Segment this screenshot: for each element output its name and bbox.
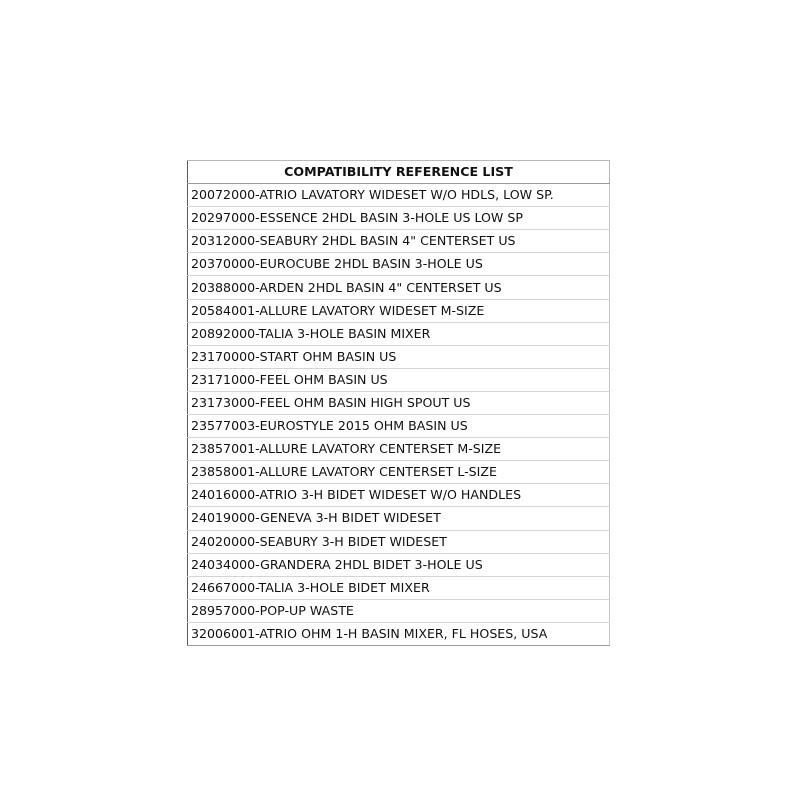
table-row — [188, 553, 610, 576]
table-row — [188, 230, 610, 253]
table-cell: 24034000-GRANDERA 2HDL BIDET 3-HOLE US — [188, 553, 610, 576]
table-row — [188, 391, 610, 414]
table-row — [188, 530, 610, 553]
table-row — [188, 622, 610, 645]
table-row — [188, 299, 610, 322]
table-cell: 20892000-TALIA 3-HOLE BASIN MIXER — [188, 322, 610, 345]
compatibility-reference-table — [187, 160, 610, 646]
table-cell: 23858001-ALLURE LAVATORY CENTERSET L-SIZE — [188, 461, 610, 484]
table-row — [188, 438, 610, 461]
table-row — [188, 415, 610, 438]
table-row — [188, 207, 610, 230]
table-cell: 20388000-ARDEN 2HDL BASIN 4" CENTERSET US — [188, 276, 610, 299]
table-cell: 24020000-SEABURY 3-H BIDET WIDESET — [188, 530, 610, 553]
table-header: COMPATIBILITY REFERENCE LIST — [188, 161, 610, 184]
table-row — [188, 345, 610, 368]
table-cell: 24667000-TALIA 3-HOLE BIDET MIXER — [188, 576, 610, 599]
table-row — [188, 184, 610, 207]
table-cell: 20072000-ATRIO LAVATORY WIDESET W/O HDLS, LOW SP. — [188, 184, 610, 207]
table-cell: 32006001-ATRIO OHM 1-H BASIN MIXER, FL HOSES, USA — [188, 622, 610, 645]
table-cell: 20370000-EUROCUBE 2HDL BASIN 3-HOLE US — [188, 253, 610, 276]
table-row — [188, 322, 610, 345]
table-cell: 23170000-START OHM BASIN US — [188, 345, 610, 368]
header-row — [188, 161, 610, 184]
table-cell: 20584001-ALLURE LAVATORY WIDESET M-SIZE — [188, 299, 610, 322]
table-cell: 23173000-FEEL OHM BASIN HIGH SPOUT US — [188, 391, 610, 414]
table-cell: 24019000-GENEVA 3-H BIDET WIDESET — [188, 507, 610, 530]
table-cell: 20312000-SEABURY 2HDL BASIN 4" CENTERSET US — [188, 230, 610, 253]
table-row — [188, 507, 610, 530]
table-cell: 23577003-EUROSTYLE 2015 OHM BASIN US — [188, 415, 610, 438]
table-cell: 28957000-POP-UP WASTE — [188, 599, 610, 622]
table-cell: 20297000-ESSENCE 2HDL BASIN 3-HOLE US LOW SP — [188, 207, 610, 230]
table-row — [188, 484, 610, 507]
table-row — [188, 599, 610, 622]
table-cell: 23171000-FEEL OHM BASIN US — [188, 368, 610, 391]
table-row — [188, 253, 610, 276]
table-cell: 24016000-ATRIO 3-H BIDET WIDESET W/O HANDLES — [188, 484, 610, 507]
table-cell: 23857001-ALLURE LAVATORY CENTERSET M-SIZE — [188, 438, 610, 461]
table-row — [188, 276, 610, 299]
table-row — [188, 461, 610, 484]
table-row — [188, 368, 610, 391]
table-row — [188, 576, 610, 599]
